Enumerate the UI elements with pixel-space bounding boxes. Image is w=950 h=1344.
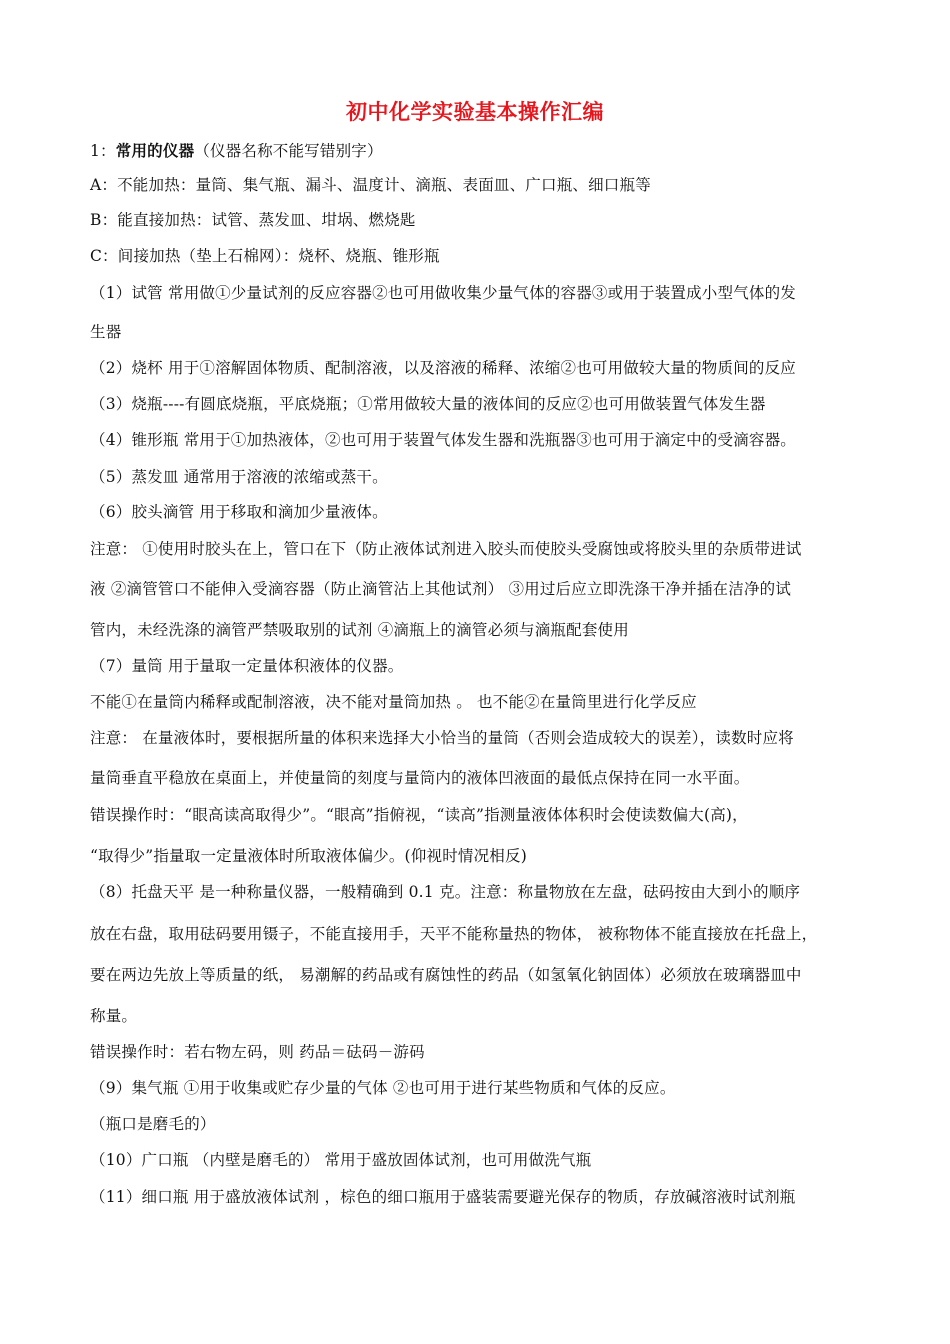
text-line: （9）集气瓶 ①用于收集或贮存少量的气体 ②也可用于进行某些物质和气体的反应。	[90, 1079, 676, 1097]
section-number: 1：	[90, 142, 116, 160]
text-line: （11）细口瓶 用于盛放液体试剂 ，棕色的细口瓶用于盛装需要避光保存的物质，存放碱溶液时试剂瓶	[90, 1188, 796, 1206]
text-line: 注意： 在量液体时，要根据所量的体积来选择大小恰当的量筒（否则会造成较大的误差），读数时应将	[90, 729, 794, 747]
section-heading	[90, 141, 383, 161]
text-line: （3）烧瓶----有圆底烧瓶，平底烧瓶；①常用做较大量的液体间的反应②也可用做装置气体发生器	[90, 395, 766, 413]
text-line: “取得少”指量取一定量液体时所取液体偏少。(仰视时情况相反)	[90, 847, 527, 865]
text-line: 管内，未经洗涤的滴管严禁吸取别的试剂 ④滴瓶上的滴管必须与滴瓶配套使用	[90, 621, 629, 639]
text-line: （7）量筒 用于量取一定量体积液体的仪器。	[90, 657, 404, 675]
text-line: （8）托盘天平 是一种称量仪器，一般精确到 0.1 克。注意：称量物放在左盘，砝码按由大到小的顺序	[90, 883, 801, 901]
section-note: （仪器名称不能写错别字）	[194, 142, 383, 160]
text-line: C：间接加热（垫上石棉网）：烧杯、烧瓶、锥形瓶	[90, 247, 440, 265]
section-title: 常用的仪器	[115, 141, 195, 160]
text-line: （1）试管 常用做①少量试剂的反应容器②也可用做收集少量气体的容器③或用于装置成小型气体的发	[90, 284, 796, 302]
text-line: A：不能加热：量筒、集气瓶、漏斗、温度计、滴瓶、表面皿、广口瓶、细口瓶等	[90, 176, 651, 194]
text-line: 放在右盘，取用砝码要用镊子，不能直接用手，天平不能称量热的物体， 被称物体不能直接放在托盘上，	[90, 925, 818, 943]
text-line: （5）蒸发皿 通常用于溶液的浓缩或蒸干。	[90, 468, 388, 486]
text-line: （10）广口瓶 （内壁是磨毛的） 常用于盛放固体试剂，也可用做洗气瓶	[90, 1151, 592, 1169]
text-line: （4）锥形瓶 常用于①加热液体，②也可用于装置气体发生器和洗瓶器③也可用于滴定中的受滴容器。	[90, 431, 796, 449]
text-line: 要在两边先放上等质量的纸， 易潮解的药品或有腐蚀性的药品（如氢氧化钠固体）必须放在玻璃器皿中	[90, 966, 802, 984]
text-line: （6）胶头滴管 用于移取和滴加少量液体。	[90, 503, 388, 521]
text-line: （瓶口是磨毛的）	[90, 1115, 216, 1133]
text-line: 液 ②滴管管口不能伸入受滴容器（防止滴管沾上其他试剂） ③用过后应立即洗涤干净并插在洁净的试	[90, 580, 792, 598]
text-line: 生器	[90, 323, 122, 341]
document-title: 初中化学实验基本操作汇编	[346, 99, 604, 124]
text-line: （2）烧杯 用于①溶解固体物质、配制溶液，以及溶液的稀释、浓缩②也可用做较大量的物质间的反应	[90, 359, 796, 377]
text-line: 称量。	[90, 1007, 138, 1025]
text-line: B：能直接加热：试管、蒸发皿、坩埚、燃烧匙	[90, 211, 416, 229]
text-line: 错误操作时：若右物左码，则 药品＝砝码－游码	[90, 1043, 425, 1061]
text-line: 量筒垂直平稳放在桌面上，并使量筒的刻度与量筒内的液体凹液面的最低点保持在同一水平面。	[90, 769, 750, 787]
text-line: 注意： ①使用时胶头在上，管口在下（防止液体试剂进入胶头而使胶头受腐蚀或将胶头里的杂质带进试	[90, 540, 802, 558]
text-line: 不能①在量筒内稀释或配制溶液，决不能对量筒加热 。 也不能②在量筒里进行化学反应	[90, 693, 697, 711]
text-line: 错误操作时：“眼高读高取得少”。“眼高”指俯视，“读高”指测量液体体积时会使读数偏大(高)，	[90, 806, 748, 824]
